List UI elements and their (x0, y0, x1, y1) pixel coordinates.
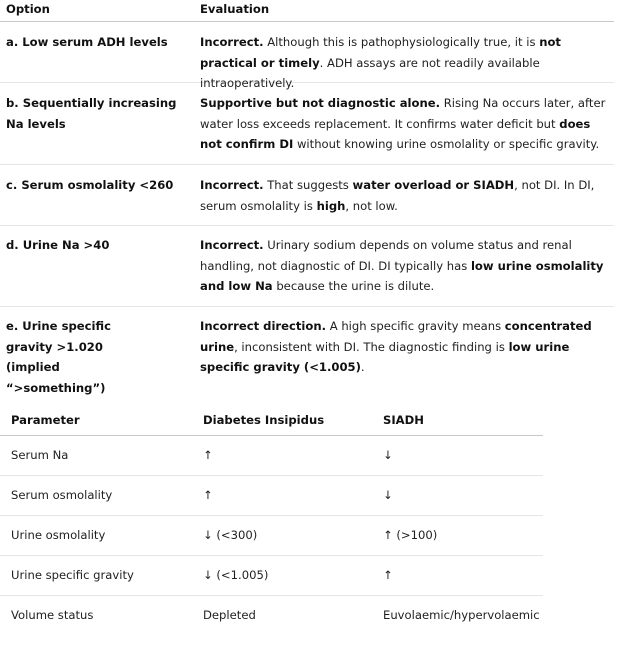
text-run: because the urine is dilute. (272, 279, 435, 293)
option-cell: e. Urine specific gravity >1.020 (implied “>something”) (6, 319, 111, 395)
option-cell: c. Serum osmolality <260 (6, 178, 174, 192)
parameter-cell: Urine specific gravity (11, 568, 134, 582)
siadh-cell: Euvolaemic/hypervolaemic (383, 608, 540, 622)
text-run: . (360, 360, 365, 374)
bold-text: low urine osmolality and low Na (200, 258, 604, 293)
table-row (0, 83, 614, 165)
siadh-cell: ↓ (383, 488, 393, 502)
parameter-cell: Urine osmolality (11, 528, 106, 542)
option-cell: d. Urine Na >40 (6, 238, 110, 252)
table-row (0, 556, 543, 596)
bold-text: concentrated urine (200, 319, 592, 354)
di-cell: Depleted (203, 608, 256, 622)
bold-text: not practical or timely (200, 35, 561, 70)
text-run: Rising Na occurs later, after water loss exceeds replacement. It confirms water deficit but (200, 96, 606, 131)
bold-text: Incorrect. (200, 238, 264, 252)
text-run: That suggests (263, 178, 353, 192)
bold-text: low urine specific gravity (<1.005) (200, 339, 570, 374)
bold-text: does not confirm DI (200, 116, 591, 151)
text-run: Urinary sodium depends on volume status and renal handling, not diagnostic of DI. DI typically has (200, 238, 572, 273)
option-cell: a. Low serum ADH levels (6, 35, 168, 49)
evaluation-cell (200, 93, 608, 155)
header-option: Option (6, 2, 50, 16)
table-row (0, 436, 543, 476)
header-evaluation: Evaluation (200, 2, 270, 16)
di-cell: ↓ (<1.005) (203, 568, 269, 582)
table-row (0, 226, 614, 307)
header-siadh: SIADH (383, 413, 424, 427)
parameter-cell: Serum osmolality (11, 488, 113, 502)
evaluation-cell (200, 235, 608, 297)
di-cell: ↑ (203, 448, 213, 462)
table-row (0, 476, 543, 516)
siadh-cell: ↓ (383, 448, 393, 462)
option-cell: b. Sequentially increasing Na levels (6, 96, 177, 131)
text-run: without knowing urine osmolality or specific gravity. (293, 137, 600, 151)
comparison-table-header (0, 403, 543, 436)
table-row (0, 307, 614, 395)
evaluation-cell (200, 175, 608, 216)
parameter-cell: Serum Na (11, 448, 69, 462)
table-row (0, 516, 543, 556)
parameter-cell: Volume status (11, 608, 94, 622)
bold-text: high (316, 198, 346, 213)
text-run: , not DI. In DI, serum osmolality is (200, 178, 595, 213)
text-run: A high specific gravity means (326, 319, 505, 333)
evaluation-table-header (0, 0, 614, 22)
table-row (0, 596, 543, 635)
di-cell: ↑ (203, 488, 213, 502)
bold-text: Incorrect direction. (200, 319, 327, 333)
bold-text: Incorrect. (200, 178, 264, 192)
table-row (0, 165, 614, 226)
siadh-cell: ↑ (383, 568, 393, 582)
bold-text: Supportive but not diagnostic alone. (200, 96, 441, 110)
bold-text: water overload or SIADH (352, 178, 515, 192)
header-parameter: Parameter (11, 413, 80, 427)
header-diabetes-insipidus: Diabetes Insipidus (203, 413, 325, 427)
text-run: , not low. (345, 198, 398, 213)
evaluation-cell (200, 316, 608, 378)
text-run: , inconsistent with DI. The diagnostic finding is (234, 339, 509, 354)
bold-text: Incorrect. (200, 35, 264, 49)
siadh-cell: ↑ (>100) (383, 528, 438, 542)
table-row (0, 22, 614, 90)
text-run: . ADH assays are not readily available intraoperatively. (200, 55, 540, 90)
text-run: Although this is pathophysiologically true, it is (263, 35, 540, 49)
di-cell: ↓ (<300) (203, 528, 258, 542)
